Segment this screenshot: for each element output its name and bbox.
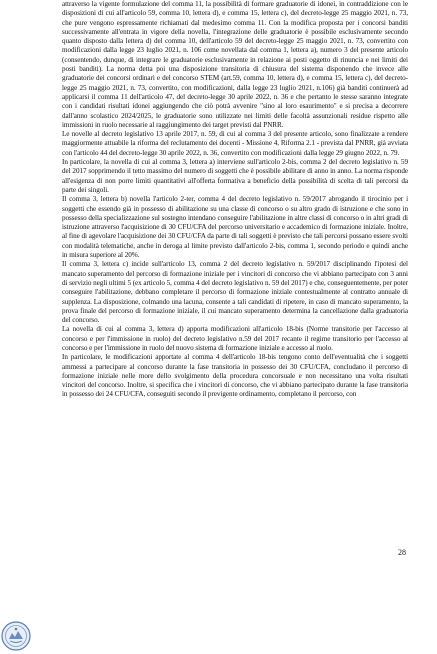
paragraph-4: Il comma 3, lettera b) novella l'articolo 2-ter, comma 4 del decreto legislativo n. 59/2017 abrogando il tirocinio per i soggetti che essendo già in possesso di abilitazione su una classe di concorso o su altro grado di istruzione e che sono in possesso della specializzazione sul sostegno intendano conseguire l'abilitazione in altre classi di concorso o in altri gradi di istruzione attraverso l'acquisizione di 30 CFU/CFA del percorso universitario e accademico di formazione iniziale. Inoltre, al fine di agevolare l'acquisizione dei 30 CFU/CFA da parte di tali soggetti è previsto che tali percorsi possano essere svolti con modalità telematiche, anche in deroga al limite previsto dall'articolo 2-bis, comma 1, secondo periodo e quindi anche in misura superiore al 20%. xyxy=(62,195,408,260)
body-text xyxy=(62,0,408,400)
page-number: 28 xyxy=(398,548,406,557)
paragraph-6: La novella di cui al comma 3, lettera d) apporta modificazioni all'articolo 18-bis (Norme transitorie per l'accesso al concorso e per l'immissione in ruolo) del decreto legislativo n.59 del 2017 recante il regime transitorio per l'accesso al concorso e per l'immissione in ruolo del nuovo sistema di formazione iniziale e accesso al ruolo. xyxy=(62,325,408,352)
paragraph-1: attraverso la vigente formulazione del comma 11, la possibilità di formare graduatorie di idonei, in contraddizione con le disposizioni di cui all'articolo 59, comma 10, lettera d), e comma 15, lettera c), del decreto-legge 25 maggio 2021, n. 73, che pure vengono espressamente richiamati dal medesimo comma 11. Con la modifica proposta per i concorsi banditi successivamente all'entrata in vigore della novella, l'integrazione delle graduatorie è possibile esclusivamente secondo quanto disposto dalla lettera d) del comma 10, dell'articolo 59 del decreto-legge 25 maggio 2021, n. 73, convertito con modificazioni dalla legge 23 luglio 2021, n. 106 come novellata dal comma 1, lettera a), numero 3 del presente articolo (consentendo, dunque, di integrare le graduatorie esclusivamente in relazione ai posti oggetto di rinuncia e nei limiti dei posti banditi). La norma detta poi una disposizione transitoria di chiusura del sistema disponendo che invece alle graduatorie dei concorsi ordinari e del concorso STEM (art.59, comma 10, lettera d), e comma 15, lettera c), del decreto-legge 25 maggio 2021, n. 73, convertito, con modificazioni, dalla legge 23 luglio 2021, n.106) già banditi continuerà ad applicarsi il comma 11 dell'articolo 47, del decreto-legge 30 aprile 2022, n. 36 e che pertanto le stesse saranno integrate con i candidati risultati idonei aggiungendo che ciò potrà avvenire "sino al loro esaurimento" e si precisa a decorrere dall'anno scolastico 2024/2025, le graduatorie sono utilizzate nei limiti delle facoltà assunzionali residue rispetto alle immissioni in ruolo necessarie al raggiungimento dei target previsti dal PNRR. xyxy=(62,0,408,129)
paragraph-2: Le novelle al decreto legislativo 13 aprile 2017, n. 59, di cui al comma 3 del presente articolo, sono finalizzate a rendere maggiormente attuabile la riforma del reclutamento dei docenti - Missione 4, Riforma 2.1 - prevista dal PNRR, già avviata con l'articolo 44 del decreto-legge 30 aprile 2022, n. 36, convertito con modificazioni dalla legge 29 giugno 2022, n. 79. xyxy=(62,130,408,157)
seal-logo-icon xyxy=(1,621,31,651)
paragraph-7: In particolare, le modificazioni apportate al comma 4 dell'articolo 18-bis tengono conto dell'eventualità che i soggetti ammessi a partecipare al concorso durante la fase transitoria in possesso dei 30 CFU/CFA, concludano il percorso di formazione iniziale nelle more dello svolgimento della procedura concorsuale e non necessitano una volta risultati vincitori del concorso. Inoltre, si specifica che i vincitori di concorso, che vi abbiano partecipato durante la fase transitoria in possesso dei 24 CFU/CFA, conseguiti secondo il previgente ordinamento, completano il percorso, con xyxy=(62,353,408,399)
paragraph-3: In particolare, la novella di cui al comma 3, lettera a) interviene sull'articolo 2-bis, comma 2 del decreto legislativo n. 59 del 2017 sopprimendo il tetto massimo del numero di soggetti che è possibile abilitare di anno in anno. La norma risponde all'esigenza di non porre limiti quantitativi all'offerta formativa a beneficio della possibilità di scelta di tali percorsi da parte dei singoli. xyxy=(62,158,408,194)
paragraph-5: Il comma 3, lettera c) incide sull'articolo 13, comma 2 del decreto legislativo n. 59/2017 disciplinando l'ipotesi del mancato superamento del percorso di formazione iniziale per i vincitori di concorso che vi abbiano partecipato con 3 anni di servizio negli ultimi 5 (ex articolo 5, comma 4 del decreto legislativo n. 59 del 2017) e che, conseguentemente, per poter conseguire l'abilitazione, debbano completare il percorso di formazione iniziale contestualmente al contratto annuale di supplenza. La disposizione, colmando una lacuna, consente a tali candidati di ripetere, in caso di mancato superamento, la prova finale del percorso di formazione iniziale, il cui mancato superamento determina la cancellazione dalla graduatoria del concorso. xyxy=(62,260,408,325)
